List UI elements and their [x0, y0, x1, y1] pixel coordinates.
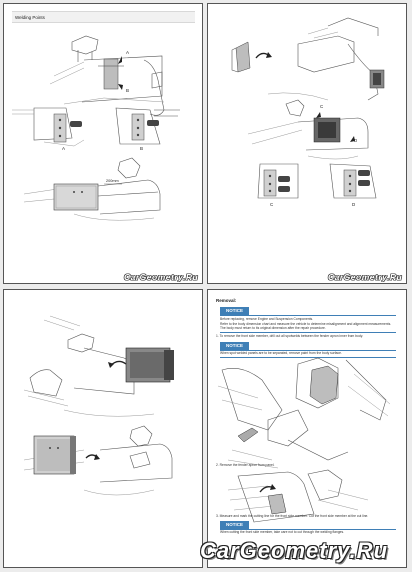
notice1-line-1: Before replacing, remove Engine and Suspension Components. [220, 317, 314, 321]
dimension-label: 200mm [106, 179, 119, 183]
notice2-line: When spot welded panels are to be separated, remove paint from the body surface. [220, 351, 342, 355]
view-label-b: B [140, 146, 144, 151]
view-label-c: C [270, 202, 274, 207]
view-label-a: A [62, 146, 66, 151]
step-2: 2. Remove the fender apron from panel. [216, 463, 275, 467]
manual-page-1 [3, 3, 203, 284]
manual-page-2 [207, 3, 407, 284]
step-3: 3. Measure and mark the cutting line for the front side member. Cut the front side member at the cut line. [216, 514, 369, 518]
arrow-label-b: B [126, 88, 130, 93]
watermark: CarGeometry.Ru [124, 272, 199, 282]
side-member-cut-diagram [4, 4, 203, 284]
side-member-install-diagram [208, 4, 407, 284]
section-title: Welding Points [15, 15, 45, 20]
notice1-line-2: Refer to the body dimension chart and measure the vehicle to determine misalignment and alignment measurements. [220, 321, 392, 326]
notice-badge-1: NOTICE [220, 307, 249, 315]
notice-badge-3: NOTICE [220, 521, 249, 529]
section-title: Removal: [216, 298, 237, 303]
step-1: 1. To remove the front side member, drill out all spotwelds between the fender apron inner from body. [216, 334, 364, 338]
notice3-line: When cutting the front side member, take care not to cut through the welding flanges. [220, 530, 345, 534]
manual-page-4 [207, 289, 407, 568]
watermark: CarGeometry.Ru [328, 272, 403, 282]
watermark-large: CarGeometry.Ru [200, 538, 389, 563]
notice1-line-3: The body must return to its original dimension after the repair procedure. [220, 326, 326, 330]
arrow-label-a: A [126, 50, 130, 55]
arrow-label-c: C [320, 104, 324, 109]
bracket-replacement-diagram [4, 290, 203, 568]
view-label-d: D [352, 202, 356, 207]
arrow-label-d: D [354, 138, 358, 143]
manual-page-3 [3, 289, 203, 568]
notice-badge-2: NOTICE [220, 342, 249, 350]
